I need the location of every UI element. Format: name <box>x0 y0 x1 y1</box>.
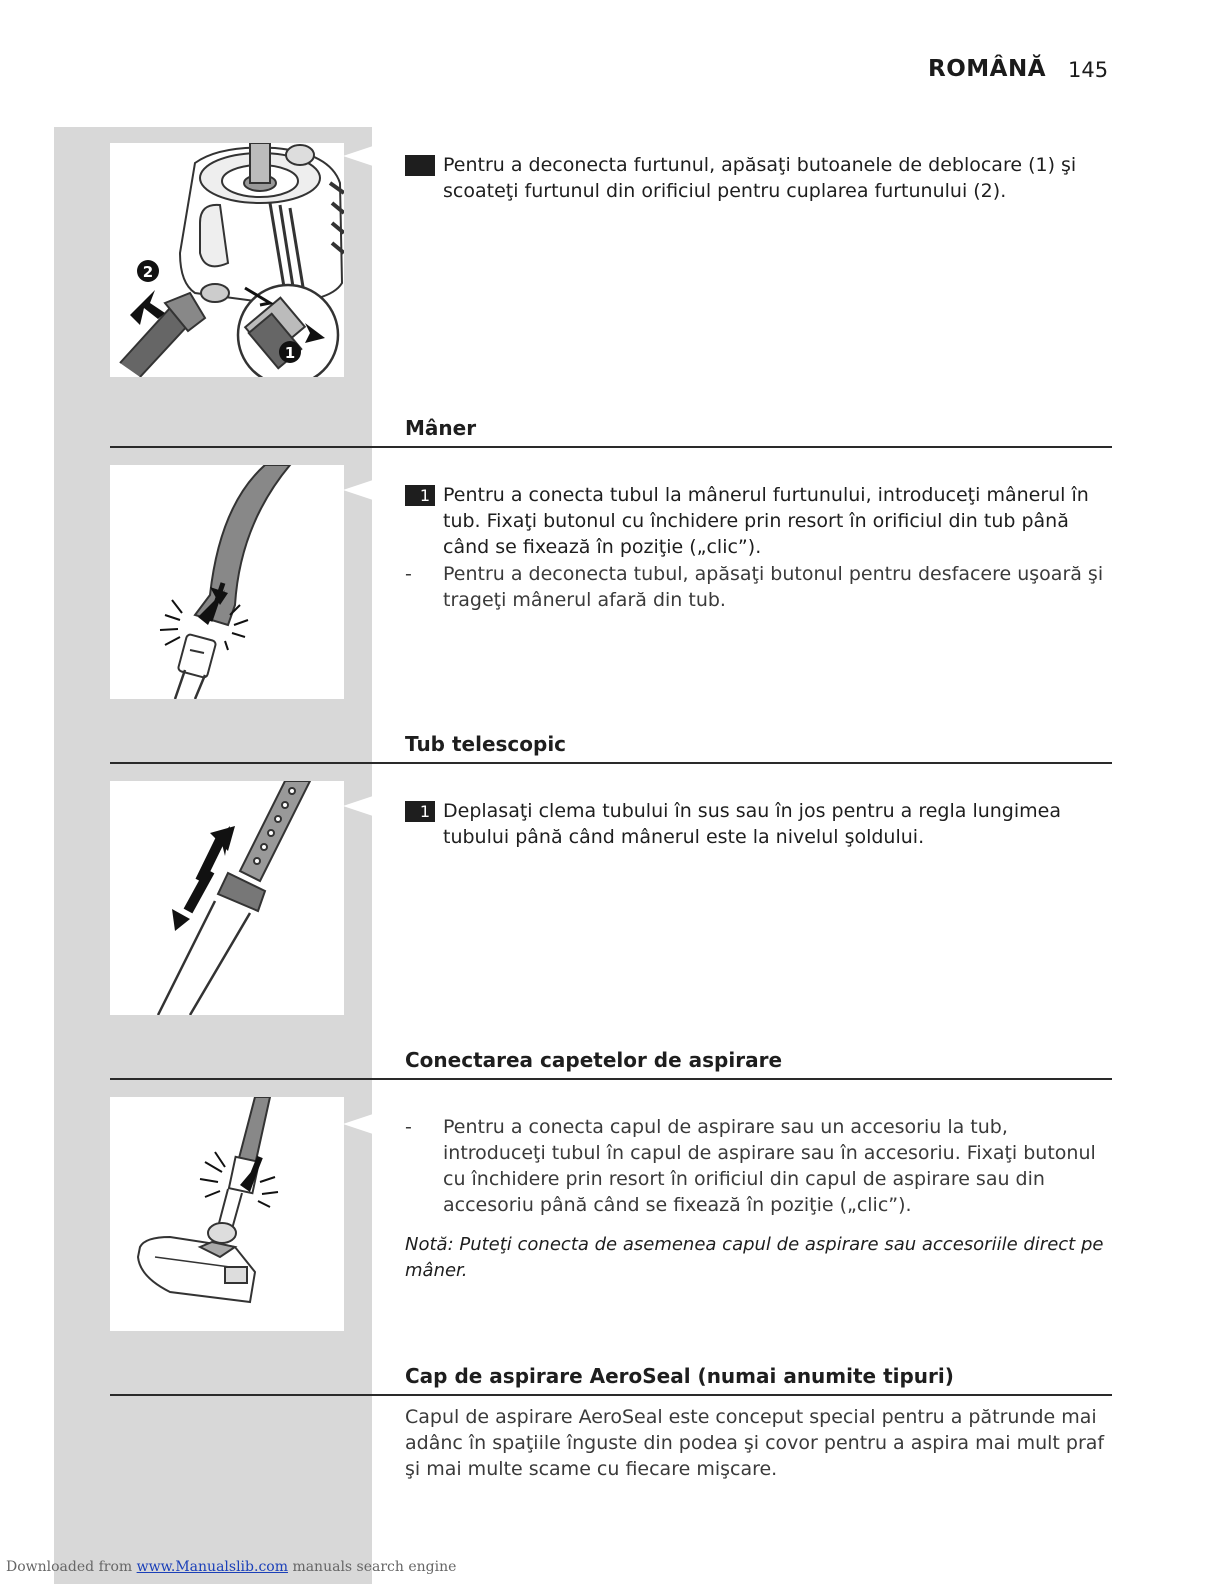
figure-pointer <box>343 1114 373 1134</box>
section-divider <box>110 446 1112 448</box>
figure-label-2: 2 <box>142 263 154 281</box>
section-title-tub-telescopic: Tub telescopic <box>405 732 567 756</box>
step-text: Pentru a conecta tubul la mânerul furtunului, introduceţi mânerul în tub. Fixaţi butonul cu închidere prin resort în orificiul din tub până când se fixează în poziţie („clic”). <box>443 484 1089 558</box>
dash-text: Pentru a deconecta tubul, apăsaţi butonul pentru desfacere uşoară şi trageţi mânerul afară din tub. <box>443 563 1104 611</box>
download-footer <box>6 1559 456 1575</box>
note-text: Notă: Puteţi conecta de asemenea capul de aspirare sau accesoriile direct pe mâner. <box>405 1234 1104 1281</box>
dash-item-connect-nozzle <box>405 1114 1115 1218</box>
section-title-maner: Mâner <box>405 416 477 440</box>
dash-item-disconnect-tube <box>405 561 1115 613</box>
step-badge: 1 <box>405 801 435 822</box>
dash-text: Pentru a conecta capul de aspirare sau un accesoriu la tub, introduceţi tubul în capul de aspirare sau în accesoriu. Fixaţi butonul cu închidere prin resort în orificiul din capul de aspirare sau din accesoriu până când se fixează în poziţie („clic”). <box>443 1116 1096 1216</box>
page-number: 145 <box>1068 58 1109 82</box>
step-badge: 1 <box>405 485 435 506</box>
step-disconnect-hose <box>405 152 1115 204</box>
dash-mark: - <box>405 563 412 585</box>
language-title: ROMÂNĂ <box>928 56 1046 82</box>
aeroseal-paragraph: Capul de aspirare AeroSeal este conceput special pentru a pătrunde mai adânc în spaţiile înguste din podea şi covor pentru a aspira mai mult praf şi mai multe scame cu fiecare mişcare. <box>405 1406 1105 1480</box>
step-adjust-tube <box>405 798 1115 850</box>
section-divider <box>110 1394 1112 1396</box>
section-divider <box>110 1078 1112 1080</box>
section-title-conectarea: Conectarea capetelor de aspirare <box>405 1048 783 1072</box>
section-title-aeroseal: Cap de aspirare AeroSeal (numai anumite tipuri) <box>405 1364 954 1388</box>
figure-nozzle-connect <box>110 1097 344 1331</box>
section-divider <box>110 762 1112 764</box>
footer-prefix: Downloaded from <box>6 1559 133 1575</box>
footer-suffix: manuals search engine <box>292 1559 457 1575</box>
step-badge <box>405 155 435 176</box>
step-text: Deplasaţi clema tubului în sus sau în jos pentru a regla lungimea tubului până când mânerul este la nivelul şoldului. <box>443 800 1061 848</box>
dash-mark: - <box>405 1116 412 1138</box>
figure-handle-connect <box>110 465 344 699</box>
figure-pointer <box>343 146 373 166</box>
figure-telescopic-tube <box>110 781 344 1015</box>
manualslib-link[interactable]: www.Manualslib.com <box>136 1559 288 1575</box>
step-text: Pentru a deconecta furtunul, apăsaţi butoanele de deblocare (1) şi scoateţi furtunul din orificiul pentru cuplarea furtunului (2). <box>443 154 1077 202</box>
step-connect-handle <box>405 482 1115 560</box>
figure-hose-disconnect <box>110 143 344 377</box>
figure-pointer <box>343 796 373 816</box>
figure-label-1: 1 <box>284 344 296 362</box>
figure-pointer <box>343 480 373 500</box>
